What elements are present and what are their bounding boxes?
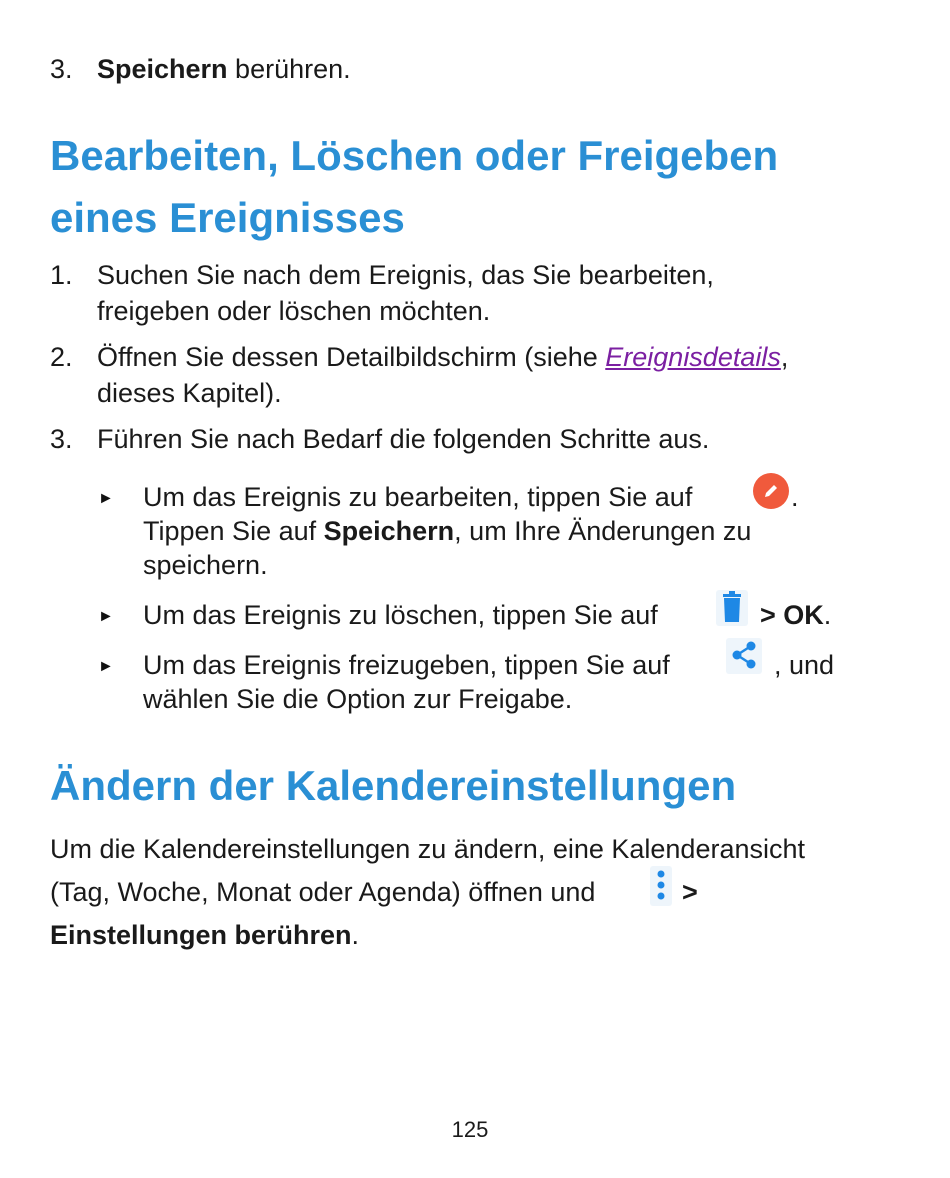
- page-number: 125: [451, 1117, 489, 1142]
- settings-line2: (Tag, Woche, Monat oder Agenda) öffnen und: [50, 877, 596, 907]
- bold-term: Speichern: [323, 516, 455, 546]
- bullet-edit-line3: speichern.: [143, 550, 268, 580]
- bullet-share-line1: Um das Ereignis freizugeben, tippen Sie auf: [143, 650, 670, 680]
- step-text: berühren.: [227, 54, 351, 84]
- bold-term: > OK: [760, 600, 824, 630]
- bullet-edit-line2: [143, 514, 751, 548]
- bullet-marker: ►: [98, 490, 114, 507]
- list-item-text: [97, 340, 788, 374]
- bold-term: >: [682, 877, 698, 907]
- list-item-text: dieses Kapitel).: [97, 378, 282, 408]
- list-item-text-pre: Öffnen Sie dessen Detailbildschirm (siehe: [97, 342, 606, 372]
- more-vert-icon: [650, 866, 672, 906]
- bullet-marker: ►: [98, 658, 114, 675]
- bullet-text: .: [823, 600, 832, 630]
- trash-icon: [714, 588, 750, 628]
- list-number: 3.: [50, 424, 73, 454]
- bullet-text: Tippen Sie auf: [143, 516, 324, 546]
- list-number: 2.: [50, 342, 73, 372]
- list-number: 3.: [50, 54, 73, 84]
- settings-arrow: [682, 875, 698, 909]
- bullet-delete-text: Um das Ereignis zu löschen, tippen Sie auf: [143, 600, 658, 630]
- heading-edit-delete-share-line2: eines Ereignisses: [50, 194, 405, 241]
- list-item-text: Führen Sie nach Bedarf die folgenden Schritte aus.: [97, 424, 710, 454]
- bold-term: Einstellungen berühren: [50, 920, 352, 950]
- heading-edit-delete-share: Bearbeiten, Löschen oder Freigeben: [50, 132, 779, 179]
- edit-icon: [752, 472, 790, 510]
- list-item-text: Suchen Sie nach dem Ereignis, das Sie bearbeiten,: [97, 260, 714, 290]
- share-icon: [724, 636, 764, 676]
- bullet-share-line2: wählen Sie die Option zur Freigabe.: [143, 684, 573, 714]
- list-number: 1.: [50, 260, 73, 290]
- bold-term: Speichern: [97, 54, 228, 84]
- list-item-text-post: ,: [780, 342, 789, 372]
- bullet-text-end: .: [791, 482, 799, 512]
- link-event-details[interactable]: Ereignisdetails: [605, 342, 781, 372]
- heading-calendar-settings: Ändern der Kalendereinstellungen: [50, 762, 737, 809]
- list-item: [50, 340, 73, 374]
- settings-line3: [50, 918, 359, 952]
- settings-text-end: .: [351, 920, 360, 950]
- list-item-text: freigeben oder löschen möchten.: [97, 296, 491, 326]
- list-item: [50, 258, 73, 292]
- bullet-share-end: , und: [774, 650, 835, 680]
- list-item: [50, 422, 73, 456]
- bullet-text: Um das Ereignis zu bearbeiten, tippen Sie auf: [143, 482, 693, 512]
- bullet-edit-line1: [143, 480, 692, 514]
- bullet-delete-end: [760, 598, 831, 632]
- bullet-marker: ►: [98, 608, 114, 625]
- bullet-text: , um Ihre Änderungen zu: [454, 516, 752, 546]
- settings-line1: Um die Kalendereinstellungen zu ändern, eine Kalenderansicht: [50, 834, 805, 864]
